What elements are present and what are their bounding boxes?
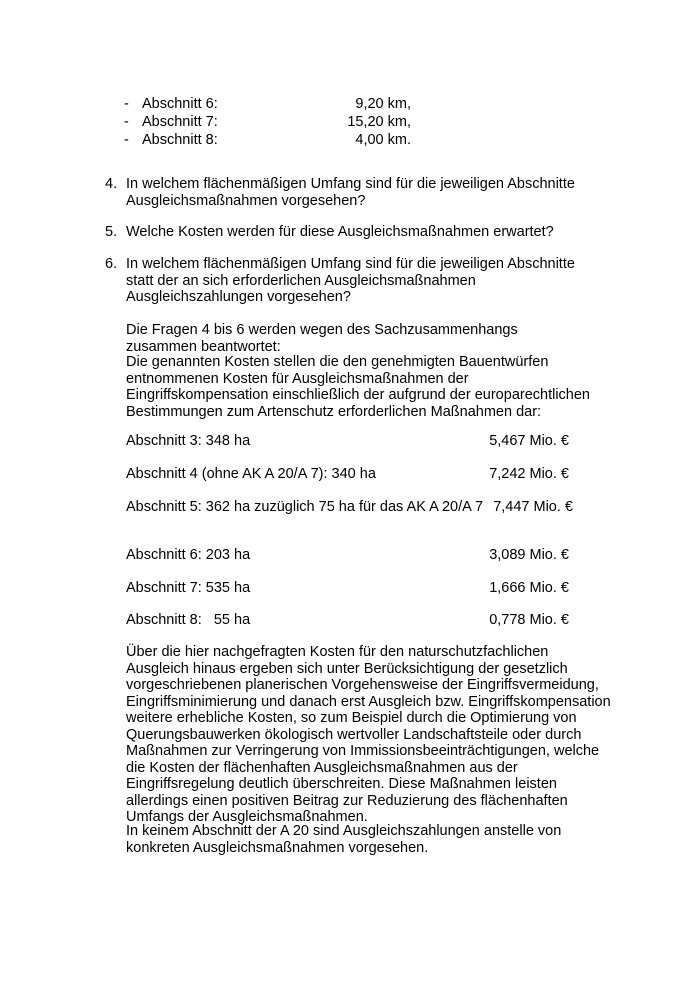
list-item [124, 114, 424, 132]
cost-row [126, 612, 576, 630]
cost-value: 7,242 Mio. € [489, 466, 569, 482]
question-4 [105, 176, 585, 209]
cost-row [126, 499, 576, 517]
list-item [124, 96, 424, 114]
cost-label: Abschnitt 5: 362 ha zuzüglich 75 ha für das AK A 20/A 7 [126, 499, 484, 515]
list-dash: - [124, 96, 129, 112]
list-item [124, 132, 424, 150]
question-number: 5. [105, 224, 118, 240]
section-length: 9,20 km, [355, 96, 411, 112]
section-length: 4,00 km. [355, 132, 411, 148]
cost-value: 1,666 Mio. € [489, 580, 569, 596]
section-label: Abschnitt 8: [142, 132, 218, 148]
cost-value: 5,467 Mio. € [489, 433, 569, 449]
question-text: In welchem flächenmäßigen Umfang sind für die jeweiligen Abschnitte Ausgleichsmaßnahmen vorgesehen? [126, 176, 575, 209]
section-length-list [124, 96, 424, 150]
question-text: In welchem flächenmäßigen Umfang sind für die jeweiligen Abschnitte statt der an sich erforderlichen Ausgleichsmaßnahmen Ausgleichszahlungen vorgesehen? [126, 256, 575, 305]
cost-value: 3,089 Mio. € [489, 547, 569, 563]
list-dash: - [124, 114, 129, 130]
closing-paragraph: Über die hier nachgefragten Kosten für den naturschutzfachlichen Ausgleich hinaus ergeben sich unter Berücksichtigung der gesetzlich vorgeschriebenen planerischen Vorgehensweise der Eingriffsvermeidung, Eingriffsminimierung und danach erst Ausgleich bzw. Eingriffskompensation weitere erhebliche Kosten, so zum Beispiel durch die Optimierung von Querungsbauwerken ökologisch wertvoller Landschaftsteile oder durch Maßnahmen zur Verringerung von Immissionsbeeinträchtigungen, welche die Kosten der flächenhaften Ausgleichsmaßnahmen aus der Eingriffsregelung deutlich überschreiten. Diese Maßnahmen leisten allerdings einen positiven Beitrag zur Reduzierung des flächenhaften Umfangs der Ausgleichsmaßnahmen. [126, 644, 611, 825]
cost-label: Abschnitt 8: 55 ha [126, 612, 251, 628]
section-length: 15,20 km, [347, 114, 411, 130]
question-number: 6. [105, 256, 118, 272]
cost-label: Abschnitt 6: 203 ha [126, 547, 251, 563]
cost-row [126, 466, 576, 484]
question-6 [105, 256, 585, 306]
question-text: Welche Kosten werden für diese Ausgleichsmaßnahmen erwartet? [126, 224, 554, 240]
answer-explanation: Die genannten Kosten stellen die den genehmigten Bauentwürfen entnommenen Kosten für Ausgleichsmaßnahmen der Eingriffskompensation einschließlich der aufgrund der europarechtlichen Bestimmungen zum Artenschutz erforderlichen Maßnahmen dar: [126, 354, 590, 420]
cost-row [126, 580, 576, 598]
section-label: Abschnitt 7: [142, 114, 218, 130]
section-label: Abschnitt 6: [142, 96, 218, 112]
closing-paragraph: In keinem Abschnitt der A 20 sind Ausgleichszahlungen anstelle von konkreten Ausgleichsmaßnahmen vorgesehen. [126, 823, 562, 856]
cost-value: 0,778 Mio. € [489, 612, 569, 628]
question-number: 4. [105, 176, 118, 192]
cost-row [126, 547, 576, 565]
cost-row [126, 433, 576, 451]
cost-label: Abschnitt 4 (ohne AK A 20/A 7): 340 ha [126, 466, 376, 482]
list-dash: - [124, 132, 129, 148]
answer-intro: Die Fragen 4 bis 6 werden wegen des Sachzusammenhangs zusammen beantwortet: [126, 322, 518, 355]
cost-label: Abschnitt 7: 535 ha [126, 580, 251, 596]
cost-label: Abschnitt 3: 348 ha [126, 433, 251, 449]
question-5 [105, 224, 585, 241]
cost-value: 7,447 Mio. € [493, 499, 573, 515]
